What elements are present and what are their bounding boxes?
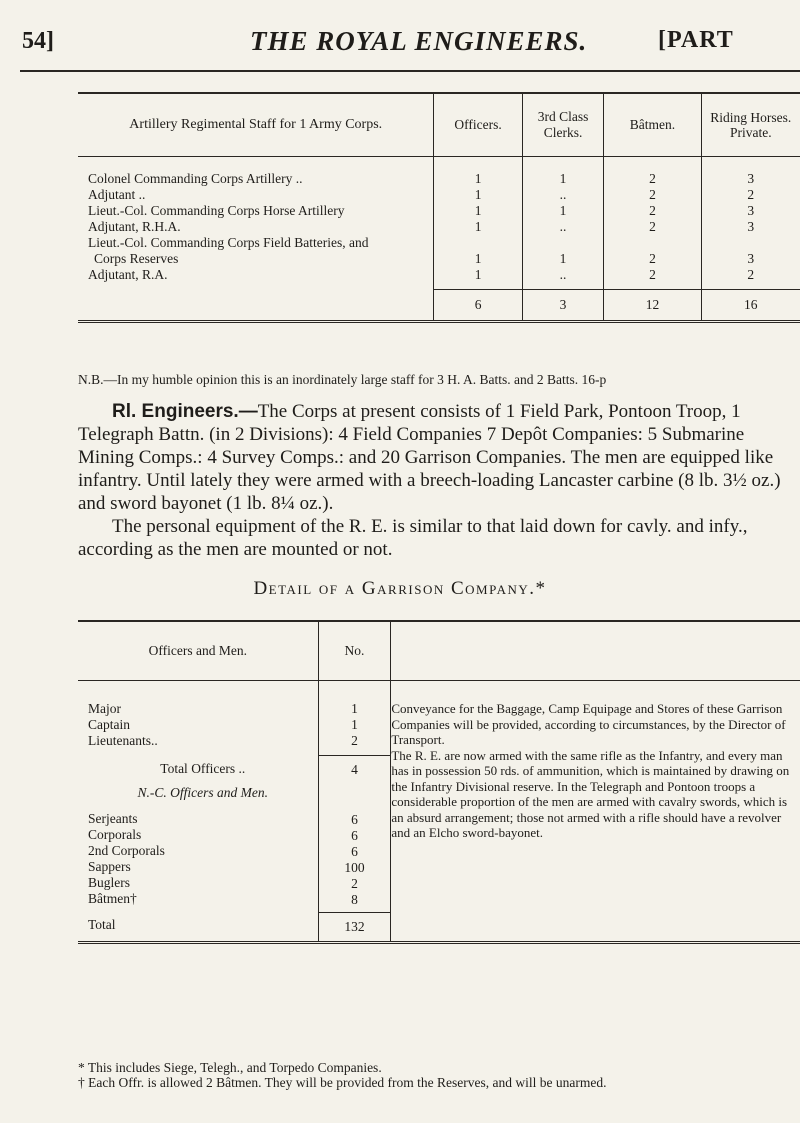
table-header-row <box>78 621 800 681</box>
total-officers-label: Total Officers .. <box>160 761 246 776</box>
detail-heading: Detail of a Garrison Company.* <box>253 578 547 599</box>
nb-note: N.B.—In my humble opinion this is an inordinately large staff for 3 H. A. Batts. and 2 Batts. 16-p <box>78 372 607 387</box>
paragraph-text: The Corps at present consists of 1 Field Park, Pontoon Troop, 1 Telegraph Battn. (in 2 Divisions): 4 Field Companies 7 Depôt Companies: 5 Submarine Mining Comps.: 4 Survey Comps.: and 20 Garrison Companies. The men are equipped like infantry. Until lately they were armed with a breech-loading Lancaster carbine (8 lb. 3½ oz.) and sword bayonet (1 lb. 8¼ oz.). <box>78 401 781 514</box>
rank-count: 6 <box>351 812 358 827</box>
total-horses: 16 <box>701 290 800 322</box>
column-header: Officers. <box>434 93 522 157</box>
column-header: Riding Horses. Private. <box>701 93 800 157</box>
batmen-value: 2 <box>649 187 656 202</box>
officers-value: 1 <box>474 187 482 202</box>
rank-count: 100 <box>344 860 365 875</box>
part-label: [PART <box>658 27 734 53</box>
note-armament: The R. E. are now armed with the same rifle as the Infantry, and every man has in possession 50 rds. of ammunition, which is maintained by drawing on the Infantry Divisional reserve. In the Telegraph and Pontoon troops a considerable proportion of the men are armed with cavalry swords, which is an absurd arrangement; those not armed with a rifle should have a revolver and an Elcho sword-bayonet. <box>391 747 790 840</box>
clerks-value: .. <box>559 219 567 234</box>
rank-count: 2 <box>351 733 358 748</box>
column-header: No. <box>318 621 391 681</box>
running-title: THE ROYAL ENGINEERS. <box>250 26 588 56</box>
clerks-value <box>523 235 604 251</box>
table-end-rule <box>78 941 800 943</box>
column-header: Artillery Regimental Staff for 1 Army Corps. <box>78 93 434 157</box>
end-cell <box>391 941 800 943</box>
batmen-value <box>604 235 700 251</box>
officers-value: 1 <box>474 171 482 186</box>
end-cell <box>318 941 391 943</box>
garrison-company-table <box>78 620 800 944</box>
column-header: Bâtmen. <box>604 93 701 157</box>
running-head <box>22 22 790 62</box>
total-officers-count: 4 <box>351 762 358 777</box>
footnote: * This includes Siege, Telegh., and Torpedo Companies. <box>78 1060 382 1075</box>
officers-row <box>78 681 800 942</box>
column-header: Officers and Men. <box>78 621 318 681</box>
column-header: 3rd Class Clerks. <box>522 93 604 157</box>
totals-blank <box>78 290 434 322</box>
total-count: 132 <box>344 919 365 934</box>
paragraph: The personal equipment of the R. E. is similar to that laid down for cavly. and infy., according as the men are mounted or not. <box>78 516 748 560</box>
staff-name: Adjutant .. <box>88 187 146 202</box>
spacer <box>319 786 391 802</box>
batmen-value: 2 <box>649 171 656 186</box>
sum-rule <box>319 755 391 762</box>
rank-count: 1 <box>351 717 358 732</box>
rank-name: 2nd Corporals <box>88 843 165 858</box>
horses-cell <box>701 157 800 290</box>
horses-value <box>702 235 800 251</box>
staff-name: Adjutant, R.A. <box>88 267 168 282</box>
rank-name: Sappers <box>88 859 131 874</box>
total-label: Total <box>88 917 116 932</box>
staff-name: Colonel Commanding Corps Artillery .. <box>88 171 303 186</box>
batmen-value: 2 <box>649 251 656 266</box>
rank-name: Lieutenants.. <box>88 733 158 748</box>
officers-value: 1 <box>474 251 482 266</box>
batmen-value: 2 <box>649 203 656 218</box>
staff-names-cell <box>78 157 434 290</box>
clerks-value: 1 <box>559 203 567 218</box>
batmen-value: 2 <box>649 219 656 234</box>
total-officers: 6 <box>434 290 522 322</box>
notes-cell <box>391 681 800 942</box>
artillery-staff-table <box>78 92 800 323</box>
total-clerks: 3 <box>522 290 604 322</box>
rank-count: 6 <box>351 828 358 843</box>
totals-row <box>78 290 800 322</box>
total-batmen: 12 <box>604 290 701 322</box>
note-conveyance: Conveyance for the Baggage, Camp Equipage and Stores of these Garrison Companies will be provided, according to circumstances, by the Director of Transport. <box>391 701 786 747</box>
officers-value: 1 <box>474 203 482 218</box>
footnotes <box>78 1060 800 1090</box>
rank-count: 8 <box>351 892 358 907</box>
clerks-value: 1 <box>559 171 567 186</box>
staff-name: Lieut.-Col. Commanding Corps Field Batteries, and <box>88 235 369 250</box>
section-heading: Rl. Engineers.— <box>112 401 258 422</box>
footnote: † Each Offr. is allowed 2 Bâtmen. They will be provided from the Reserves, and will be unarmed. <box>78 1075 607 1090</box>
horses-value: 3 <box>747 203 755 218</box>
table-body-row <box>78 157 800 290</box>
batmen-value: 2 <box>649 267 656 282</box>
horses-value: 2 <box>747 187 755 202</box>
clerks-cell <box>522 157 604 290</box>
batmen-cell <box>604 157 701 290</box>
rank-name: Major <box>88 701 121 716</box>
rank-name: Buglers <box>88 875 130 890</box>
rank-name: Captain <box>88 717 130 732</box>
rank-name: Bâtmen† <box>88 891 137 906</box>
rank-name: Corporals <box>88 827 142 842</box>
clerks-value: .. <box>559 187 567 202</box>
officers-names <box>78 681 318 942</box>
paragraph <box>78 400 800 515</box>
horses-value: 2 <box>747 267 755 282</box>
clerks-value: 1 <box>559 251 567 266</box>
staff-name: Lieut.-Col. Commanding Corps Horse Artillery <box>88 203 345 218</box>
staff-name: Corps Reserves <box>94 251 179 266</box>
officers-value: 1 <box>474 267 482 282</box>
sum-rule <box>319 912 391 919</box>
header-rule <box>20 70 800 72</box>
rank-count: 1 <box>351 701 358 716</box>
body-text <box>78 400 800 561</box>
horses-value: 3 <box>747 219 755 234</box>
staff-name: Adjutant, R.H.A. <box>88 219 181 234</box>
table-header-row <box>78 93 800 157</box>
horses-value: 3 <box>747 251 755 266</box>
numbers-cell <box>318 681 391 942</box>
officers-value <box>434 235 521 251</box>
rank-name: Serjeants <box>88 811 138 826</box>
end-cell <box>78 941 318 943</box>
rank-count: 2 <box>351 876 358 891</box>
rank-count: 6 <box>351 844 358 859</box>
officers-cell <box>434 157 522 290</box>
notes-header <box>391 621 800 681</box>
nco-heading: N.-C. Officers and Men. <box>137 785 269 800</box>
officers-value: 1 <box>474 219 482 234</box>
page-number: 54] <box>22 28 54 54</box>
clerks-value: .. <box>559 267 567 282</box>
horses-value: 3 <box>747 171 755 186</box>
